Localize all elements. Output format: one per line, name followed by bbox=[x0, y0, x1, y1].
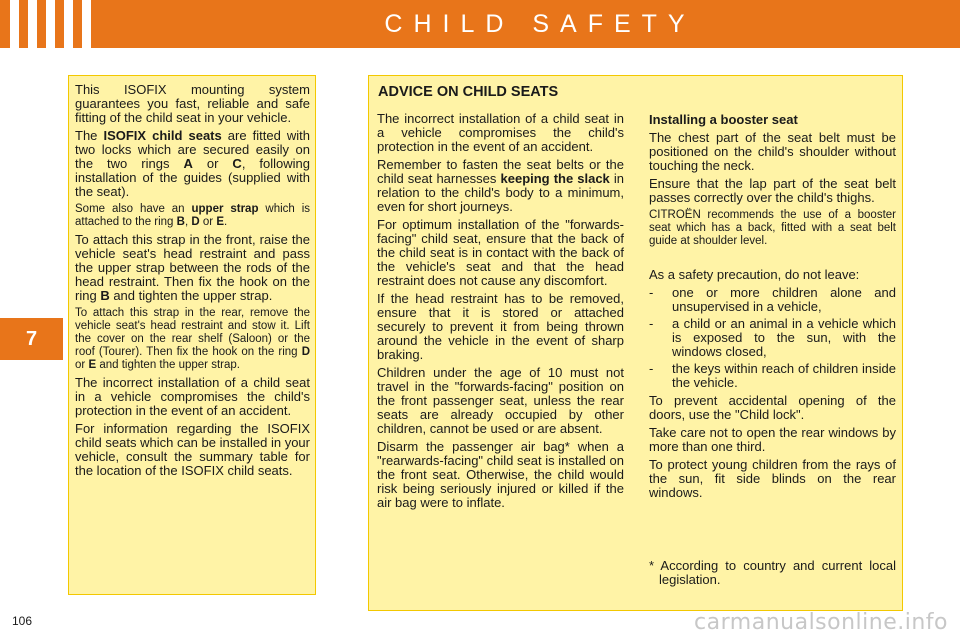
emphasis-text: ISOFIX child seats bbox=[103, 128, 222, 143]
advice-paragraph: The chest part of the seat belt must be positioned on the child's shoulder without touching the neck. bbox=[649, 130, 896, 173]
text-span: Some also have an bbox=[75, 203, 185, 215]
advice-paragraph: If the head restraint has to be removed, ensure that it is stored or attached securely to prevent it from being thrown around the vehicle in the event of sharp braking. bbox=[377, 291, 624, 362]
advice-paragraph: CITROËN recommends the use of a booster seat which has a back, fitted with a seat belt guide at shoulder level. bbox=[649, 209, 896, 247]
header-stripe bbox=[10, 0, 19, 48]
booster-seat-subheading: Installing a booster seat bbox=[649, 112, 798, 127]
ring-label: C bbox=[232, 156, 242, 171]
advice-column-left bbox=[377, 112, 624, 514]
precaution-list bbox=[649, 286, 896, 390]
header-stripe bbox=[28, 0, 37, 48]
text-span: To attach this strap in the rear, remove the vehicle seat's head restraint and stow it. Lift the cover on the rear shelf (Saloon) or the roof (Tourer). Then fix the hook on the ring bbox=[75, 307, 310, 358]
page-number: 106 bbox=[12, 614, 33, 628]
ring-label: E bbox=[216, 216, 225, 228]
footnote: * According to country and current local legislation. bbox=[649, 558, 896, 587]
text-span: or bbox=[206, 156, 219, 171]
advice-heading: ADVICE ON CHILD SEATS bbox=[378, 84, 559, 100]
advice-column-right bbox=[649, 112, 896, 504]
text-span: To attach this strap in the front, raise the vehicle seat's head restraint and pass the upper strap between the rods of the head restraint. Then fix the hook on the ring bbox=[75, 232, 310, 303]
advice-paragraph bbox=[377, 158, 624, 214]
advice-paragraph: To protect young children from the rays of the sun, fit side blinds on the rear windows. bbox=[649, 457, 896, 500]
text-span: The bbox=[75, 128, 98, 143]
list-item: - the keys within reach of children inside the vehicle. bbox=[649, 362, 896, 390]
advice-paragraph: Take care not to open the rear windows by more than one third. bbox=[649, 425, 896, 454]
advice-panel bbox=[368, 75, 903, 611]
text-span: and tighten the upper strap. bbox=[99, 359, 240, 371]
text-span: Remember to fasten the seat belts or the child seat harnesses bbox=[377, 157, 624, 186]
advice-paragraph: As a safety precaution, do not leave: bbox=[649, 267, 860, 282]
text-span: . bbox=[224, 216, 228, 228]
isofix-paragraph: The incorrect installation of a child seat in a vehicle compromises the child's protection in the event of an accident. bbox=[75, 375, 310, 418]
ring-label: B bbox=[100, 288, 110, 303]
isofix-paragraph bbox=[75, 203, 310, 229]
page-header bbox=[0, 0, 960, 48]
advice-paragraph: For optimum installation of the "forwards-facing" child seat, ensure that the back of the child seat is in contact with the back of the vehicle's seat and that the head restraint does not cause any discomfort. bbox=[377, 217, 624, 288]
isofix-paragraph bbox=[75, 129, 310, 199]
text-span: or bbox=[202, 216, 214, 228]
advice-paragraph: Ensure that the lap part of the seat belt passes correctly over the child's thighs. bbox=[649, 176, 896, 205]
list-item: - one or more children alone and unsupervised in a vehicle, bbox=[649, 286, 896, 314]
text-span: and tighten the upper strap. bbox=[113, 288, 273, 303]
emphasis-text: upper strap bbox=[191, 203, 259, 215]
header-stripe bbox=[82, 0, 91, 48]
text-span: are fitted with two locks which are secured easily on the two rings bbox=[75, 128, 310, 171]
isofix-paragraph: For information regarding the ISOFIX child seats which can be installed in your vehicle, consult the summary table for the location of the ISOFIX child seats. bbox=[75, 421, 310, 478]
advice-paragraph: The incorrect installation of a child seat in a vehicle compromises the child's protection in the event of an accident. bbox=[377, 111, 624, 154]
ring-label: E bbox=[88, 359, 97, 371]
ring-label: B bbox=[176, 216, 185, 228]
isofix-info-panel bbox=[68, 75, 316, 595]
ring-label: D bbox=[301, 346, 310, 358]
page-title: CHILD SAFETY bbox=[384, 9, 696, 38]
list-item: - a child or an animal in a vehicle which is exposed to the sun, with the windows closed, bbox=[649, 317, 896, 359]
text-span: in relation to the child's body to a minimum, even for short journeys. bbox=[377, 171, 624, 214]
text-span: , bbox=[184, 216, 189, 228]
watermark: carmanualsonline.info bbox=[694, 610, 948, 635]
text-span: , following installation of the guides (supplied with the seat). bbox=[75, 156, 310, 199]
text-span: or bbox=[75, 359, 86, 371]
emphasis-text: keeping the slack bbox=[500, 171, 610, 186]
isofix-paragraph: This ISOFIX mounting system guarantees you fast, reliable and safe fitting of the child seat in your vehicle. bbox=[75, 82, 310, 125]
advice-paragraph: To prevent accidental opening of the doors, use the "Child lock". bbox=[649, 393, 896, 422]
advice-paragraph: Disarm the passenger air bag* when a "rearwards-facing" child seat is installed on the front seat. Otherwise, the child would risk being seriously injured or killed if the air bag were to inflate. bbox=[377, 439, 624, 510]
header-stripe bbox=[64, 0, 73, 48]
ring-label: A bbox=[183, 156, 193, 171]
isofix-paragraph bbox=[75, 233, 310, 303]
text-span: which is attached to the ring bbox=[75, 203, 311, 228]
header-stripe bbox=[46, 0, 55, 48]
ring-label: D bbox=[191, 216, 200, 228]
isofix-paragraph bbox=[75, 307, 310, 372]
chapter-tab: 7 bbox=[0, 318, 63, 360]
advice-paragraph: Children under the age of 10 must not travel in the "forwards-facing" position on the front passenger seat, unless the rear seats are already occupied by other children, cannot be used or are absent. bbox=[377, 365, 624, 436]
header-stripes bbox=[10, 0, 91, 48]
